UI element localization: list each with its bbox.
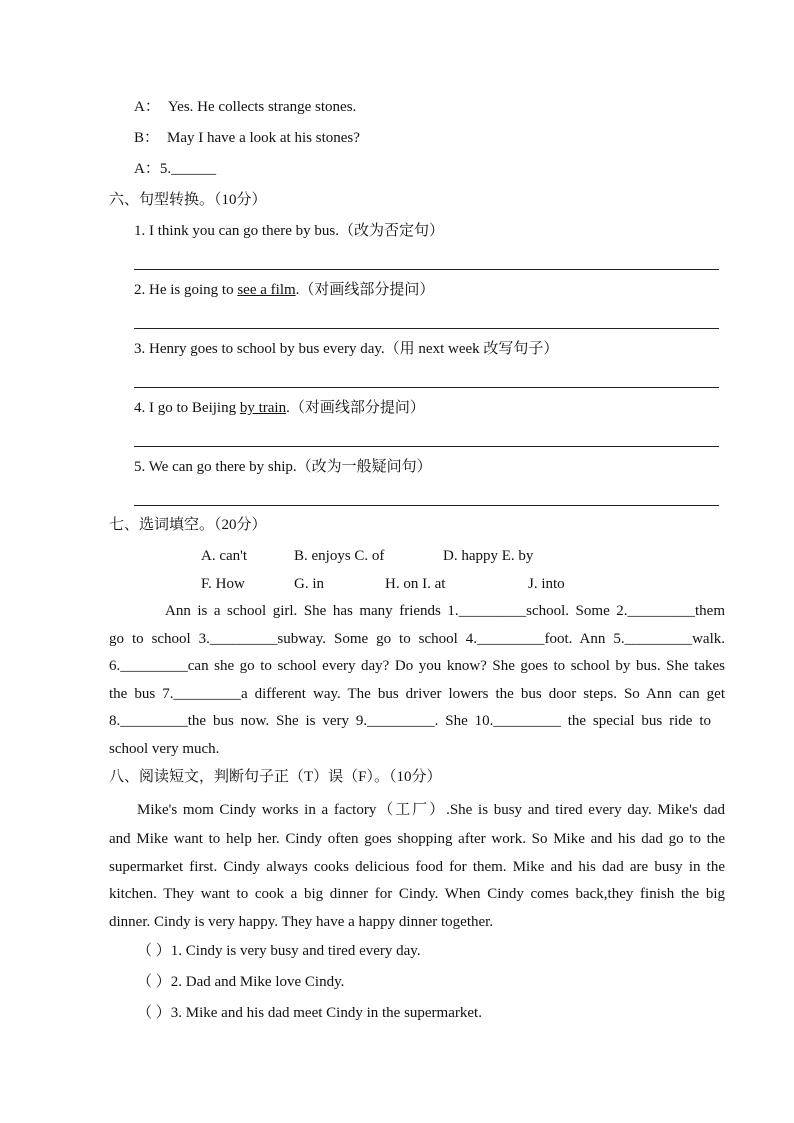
- tf-question-3: [137, 1003, 482, 1023]
- answer-line-5[interactable]: [134, 505, 719, 506]
- item-text: 2. He is going to: [134, 282, 238, 298]
- option-f: F. How: [201, 576, 245, 592]
- option-a: A. can't: [201, 548, 248, 564]
- dialog-line-3: [134, 159, 216, 179]
- s6-item-2: [134, 280, 434, 300]
- item-punct: .: [286, 400, 290, 416]
- item-text: 1. I think you can go there by bus.: [134, 223, 339, 239]
- s6-item-3: [134, 339, 558, 359]
- option-g: G. in: [294, 576, 324, 592]
- speaker: A：: [134, 161, 160, 177]
- underlined-phrase: see a film: [237, 282, 296, 298]
- answer-line-2[interactable]: [134, 328, 719, 329]
- item-punct: .: [295, 282, 300, 298]
- reading-line-5: dinner. Cindy is very happy. They have a happy dinner together.: [109, 914, 494, 930]
- dialog-line-2: [134, 128, 360, 148]
- answer-line-1[interactable]: [134, 269, 719, 270]
- s6-item-5: [134, 457, 432, 477]
- option-j: J. into: [528, 576, 565, 592]
- answer-line-3[interactable]: [134, 387, 719, 388]
- item-instruction: （改为一般疑问句）: [296, 459, 432, 475]
- reading-line-3: supermarket first. Cindy always cooks delicious food for them. Mike and his dad are busy in the: [109, 859, 725, 875]
- option-b-c: B. enjoys C. of: [294, 548, 385, 564]
- section-6-title: 六、句型转换。（10分）: [109, 192, 267, 208]
- dialog-line-1: [134, 97, 356, 117]
- speaker: A：: [134, 99, 160, 115]
- tf-question-2: [137, 972, 344, 992]
- item-text: 4. I go to Beijing: [134, 400, 240, 416]
- item-instruction: （用 next week 改写句子）: [384, 341, 559, 357]
- cloze-line-4: the bus 7._________a different way. The bus driver lowers the bus door steps. So Ann can get: [109, 686, 725, 702]
- answer-paren[interactable]: （ ）: [137, 943, 171, 959]
- item-instruction: （对画线部分提问）: [299, 282, 435, 298]
- s6-item-1: [134, 221, 444, 241]
- dialog-text: Yes. He collects strange stones.: [167, 99, 357, 115]
- section-7-title: 七、选词填空。（20分）: [109, 517, 267, 533]
- answer-blank-5: 5.______: [159, 161, 217, 177]
- option-d-e: D. happy E. by: [443, 548, 534, 564]
- s6-item-4: [134, 398, 425, 418]
- cloze-line-1: Ann is a school girl. She has many friends 1._________school. Some 2._________them: [165, 603, 725, 619]
- question-text: 1. Cindy is very busy and tired every day.: [170, 943, 421, 959]
- item-instruction: （对画线部分提问）: [289, 400, 425, 416]
- tf-question-1: [137, 941, 421, 961]
- cloze-line-6: school very much.: [109, 741, 220, 757]
- option-h-i: H. on I. at: [385, 576, 446, 592]
- item-instruction: （改为否定句）: [338, 223, 444, 239]
- cloze-line-2: go to school 3._________subway. Some go to school 4._________foot. Ann 5._________walk.: [109, 631, 725, 647]
- item-text: 5. We can go there by ship.: [134, 459, 297, 475]
- cloze-line-3: 6._________can she go to school every day? Do you know? She goes to school by bus. She takes: [109, 658, 725, 674]
- reading-line-4: kitchen. They want to cook a big dinner for Cindy. When Cindy comes back,they finish the big: [109, 886, 725, 902]
- reading-line-1: Mike's mom Cindy works in a factory（工厂）.She is busy and tired every day. Mike's dad: [137, 802, 725, 818]
- cloze-line-5: 8._________the bus now. She is very 9._________. She 10._________ the special bus ride to: [109, 713, 711, 729]
- reading-line-2: and Mike want to help her. Cindy often goes shopping after work. So Mike and his dad go to the: [109, 831, 725, 847]
- item-text: 3. Henry goes to school by bus every day.: [134, 341, 385, 357]
- question-text: 2. Dad and Mike love Cindy.: [170, 974, 345, 990]
- answer-paren[interactable]: （ ）: [137, 1005, 171, 1021]
- underlined-phrase: by train: [239, 400, 287, 416]
- speaker: B：: [134, 130, 160, 146]
- question-text: 3. Mike and his dad meet Cindy in the supermarket.: [170, 1005, 482, 1021]
- answer-line-4[interactable]: [134, 446, 719, 447]
- section-8-title: 八、阅读短文，判断句子正（T）误（F）。（10分）: [109, 769, 442, 785]
- answer-paren[interactable]: （ ）: [137, 974, 171, 990]
- dialog-text: May I have a look at his stones?: [167, 130, 360, 146]
